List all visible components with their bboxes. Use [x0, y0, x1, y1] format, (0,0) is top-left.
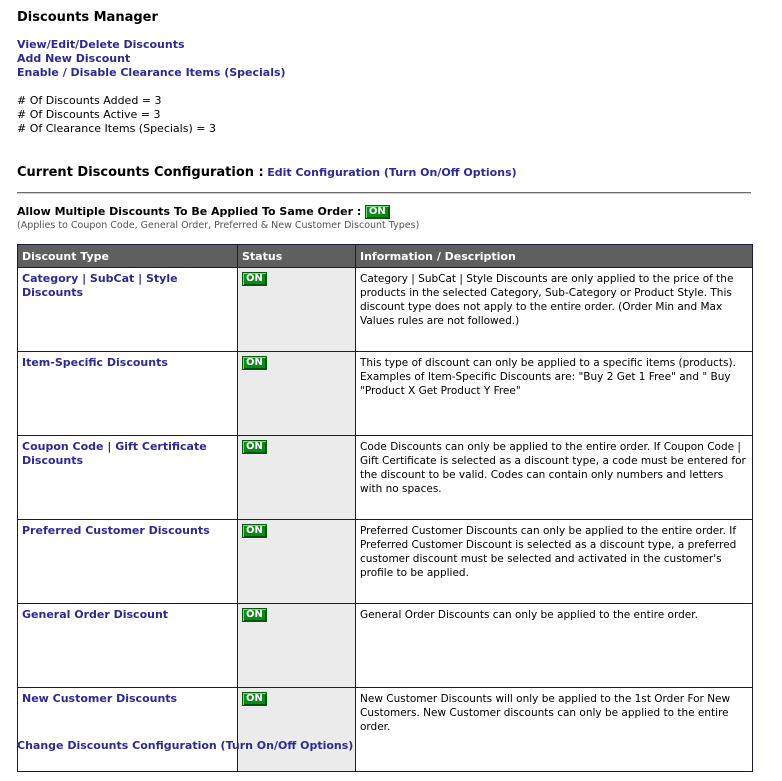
nav-links	[17, 38, 286, 80]
discount-type-link[interactable]: Coupon Code | Gift Certificate Discounts	[22, 440, 207, 467]
allow-multiple-label: Allow Multiple Discounts To Be Applied To Same Order :	[17, 205, 362, 218]
allow-multiple-row	[17, 205, 419, 231]
table-row	[18, 604, 753, 688]
discount-type-link[interactable]: Item-Specific Discounts	[22, 356, 168, 369]
table-row	[18, 520, 753, 604]
status-on-button[interactable]: ON	[242, 524, 267, 538]
status-on-button[interactable]: ON	[242, 356, 267, 370]
discount-info: New Customer Discounts will only be applied to the 1st Order For New Customers. New Customer discounts can only be applied to the entire order.	[356, 688, 753, 772]
change-configuration-link[interactable]: Change Discounts Configuration (Turn On/Off Options)	[17, 739, 354, 752]
discount-type-link[interactable]: General Order Discount	[22, 608, 169, 621]
discount-info: Category | SubCat | Style Discounts are only applied to the price of the products in the selected Category, Sub-Category or Product Style. This discount type does not apply to the entire order. (Order Min and Max Values rules are not followed.)	[356, 268, 753, 352]
discount-info: Preferred Customer Discounts can only be applied to the entire order. If Preferred Customer Discount is selected as a discount type, a preferred customer discount must be selected and activated in the customer's profile to be applied.	[356, 520, 753, 604]
allow-multiple-note: (Applies to Coupon Code, General Order, Preferred & New Customer Discount Types)	[17, 220, 420, 231]
table-header-row	[18, 245, 753, 268]
discount-info: General Order Discounts can only be applied to the entire order.	[356, 604, 753, 688]
discount-info: This type of discount can only be applied to a specific items (products). Examples of Item-Specific Discounts are: "Buy 2 Get 1 Free" and " Buy "Product X Get Product Y Free"	[356, 352, 753, 436]
divider	[17, 192, 751, 194]
discount-type-link[interactable]: Category | SubCat | Style Discounts	[22, 272, 178, 299]
edit-configuration-link[interactable]: Edit Configuration (Turn On/Off Options)	[267, 166, 517, 179]
view-edit-delete-link[interactable]: View/Edit/Delete Discounts	[17, 38, 185, 51]
config-heading: Current Discounts Configuration :	[17, 165, 264, 180]
config-heading-row	[17, 165, 517, 180]
stat-discounts-added: # Of Discounts Added = 3	[17, 94, 162, 107]
status-on-button[interactable]: ON	[242, 608, 267, 622]
discounts-table	[17, 244, 753, 772]
stats	[17, 94, 216, 136]
stat-clearance-items: # Of Clearance Items (Specials) = 3	[17, 122, 216, 135]
table-row	[18, 688, 753, 772]
page-title: Discounts Manager	[17, 10, 158, 25]
status-on-button[interactable]: ON	[242, 272, 267, 286]
add-new-discount-link[interactable]: Add New Discount	[17, 52, 131, 65]
header-discount-type: Discount Type	[18, 245, 238, 268]
stat-discounts-active: # Of Discounts Active = 3	[17, 108, 161, 121]
allow-multiple-status-button[interactable]: ON	[365, 205, 390, 219]
status-on-button[interactable]: ON	[242, 440, 267, 454]
table-row	[18, 436, 753, 520]
table-row	[18, 352, 753, 436]
status-on-button[interactable]: ON	[242, 692, 267, 706]
header-status: Status	[238, 245, 356, 268]
header-info: Information / Description	[356, 245, 753, 268]
table-row	[18, 268, 753, 352]
discount-info: Code Discounts can only be applied to the entire order. If Coupon Code | Gift Certificate is selected as a discount type, a code must be entered for the discount to be valid. Codes can contain only numbers and letters with no spaces.	[356, 436, 753, 520]
discount-type-link[interactable]: Preferred Customer Discounts	[22, 524, 210, 537]
clearance-items-link[interactable]: Enable / Disable Clearance Items (Specials)	[17, 66, 286, 79]
discount-type-link[interactable]: New Customer Discounts	[22, 692, 178, 705]
